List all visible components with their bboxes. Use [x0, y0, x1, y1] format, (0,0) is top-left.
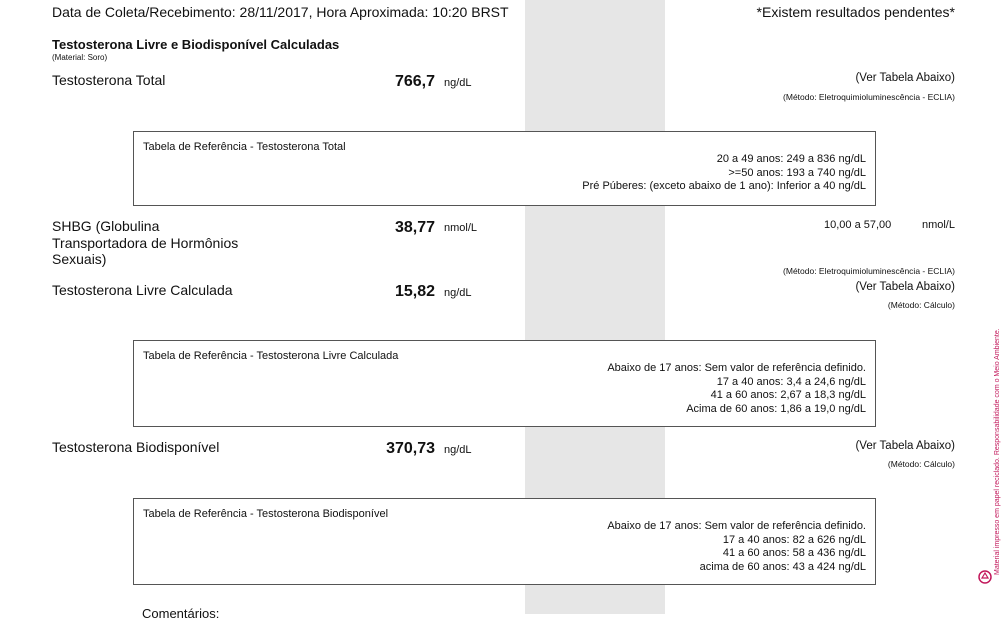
- comments-label: Comentários:: [142, 606, 220, 621]
- ref-table-title: Tabela de Referência - Testosterona Total: [143, 141, 346, 153]
- test-value-total: 766,7: [394, 73, 435, 90]
- test-method-shbg: (Método: Eletroquimioluminescência - ECLIA): [783, 266, 955, 276]
- ref-line: 17 a 40 anos: 3,4 a 24,6 ng/dL: [716, 375, 866, 388]
- ref-table-lines: [582, 153, 866, 194]
- test-value-free: 15,82: [394, 283, 435, 300]
- test-name-line: Transportadora de Hormônios: [52, 234, 239, 251]
- ref-line: 20 a 49 anos: 249 a 836 ng/dL: [716, 153, 866, 165]
- ref-line: acima de 60 anos: 43 a 424 ng/dL: [699, 560, 866, 573]
- ref-line: Abaixo de 17 anos: Sem valor de referência definido.: [607, 520, 866, 532]
- test-ref-total: (Ver Tabela Abaixo): [855, 72, 955, 84]
- ref-line: 17 a 40 anos: 82 a 626 ng/dL: [722, 533, 866, 546]
- test-method-bio: (Método: Cálculo): [887, 459, 955, 469]
- test-method-free: (Método: Cálculo): [887, 300, 955, 310]
- ref-line: >=50 anos: 193 a 740 ng/dL: [728, 166, 866, 179]
- ref-line: Abaixo de 17 anos: Sem valor de referência definido.: [607, 362, 866, 374]
- pending-results-notice: *Existem resultados pendentes*: [756, 4, 955, 20]
- test-value-shbg: 38,77: [394, 219, 435, 236]
- recycle-icon: [978, 570, 992, 584]
- test-method-total: (Método: Eletroquimioluminescência - ECLIA): [783, 92, 955, 102]
- test-unit-total: ng/dL: [444, 77, 472, 89]
- test-name-total: Testosterona Total: [52, 72, 166, 88]
- ref-table-free: [133, 340, 876, 427]
- test-name-shbg: [52, 218, 238, 268]
- test-name-free: Testosterona Livre Calculada: [52, 282, 233, 298]
- ref-table-title: Tabela de Referência - Testosterona Biodisponível: [143, 508, 389, 520]
- test-value-bio: 370,73: [386, 440, 435, 457]
- section-title: Testosterona Livre e Biodisponível Calculadas: [52, 37, 340, 52]
- recycled-paper-note: [981, 328, 1001, 575]
- test-ref-free: (Ver Tabela Abaixo): [855, 281, 955, 293]
- ref-table-title: Tabela de Referência - Testosterona Livre Calculada: [143, 350, 399, 362]
- ref-line: Acima de 60 anos: 1,86 a 19,0 ng/dL: [686, 402, 866, 415]
- test-ref-unit-shbg: nmol/L: [921, 219, 955, 231]
- material-note: (Material: Soro): [52, 53, 108, 62]
- test-name-line: Sexuais): [52, 251, 107, 267]
- test-unit-free: ng/dL: [444, 287, 472, 299]
- ref-line: 41 a 60 anos: 2,67 a 18,3 ng/dL: [710, 389, 866, 401]
- test-ref-range-shbg: 10,00 a 57,00: [824, 219, 892, 231]
- test-unit-bio: ng/dL: [444, 444, 472, 456]
- ref-table-lines: [607, 520, 866, 574]
- test-ref-bio: (Ver Tabela Abaixo): [855, 440, 955, 452]
- test-name-bio: Testosterona Biodisponível: [52, 439, 220, 455]
- ref-line: 41 a 60 anos: 58 a 436 ng/dL: [722, 547, 866, 559]
- ref-table-total: [133, 131, 876, 206]
- ref-table-bio: [133, 498, 876, 585]
- test-name-line: SHBG (Globulina: [52, 218, 160, 234]
- ref-table-lines: [607, 362, 866, 416]
- ref-line: Pré Púberes: (exceto abaixo de 1 ano): Inferior a 40 ng/dL: [582, 180, 866, 192]
- test-unit-shbg: nmol/L: [444, 222, 478, 234]
- collection-date: Data de Coleta/Recebimento: 28/11/2017, Hora Aproximada: 10:20 BRST: [52, 4, 509, 20]
- recycled-paper-text: Material impresso em papel reciclado. Responsabilidade com o Meio Ambiente.: [994, 328, 1001, 575]
